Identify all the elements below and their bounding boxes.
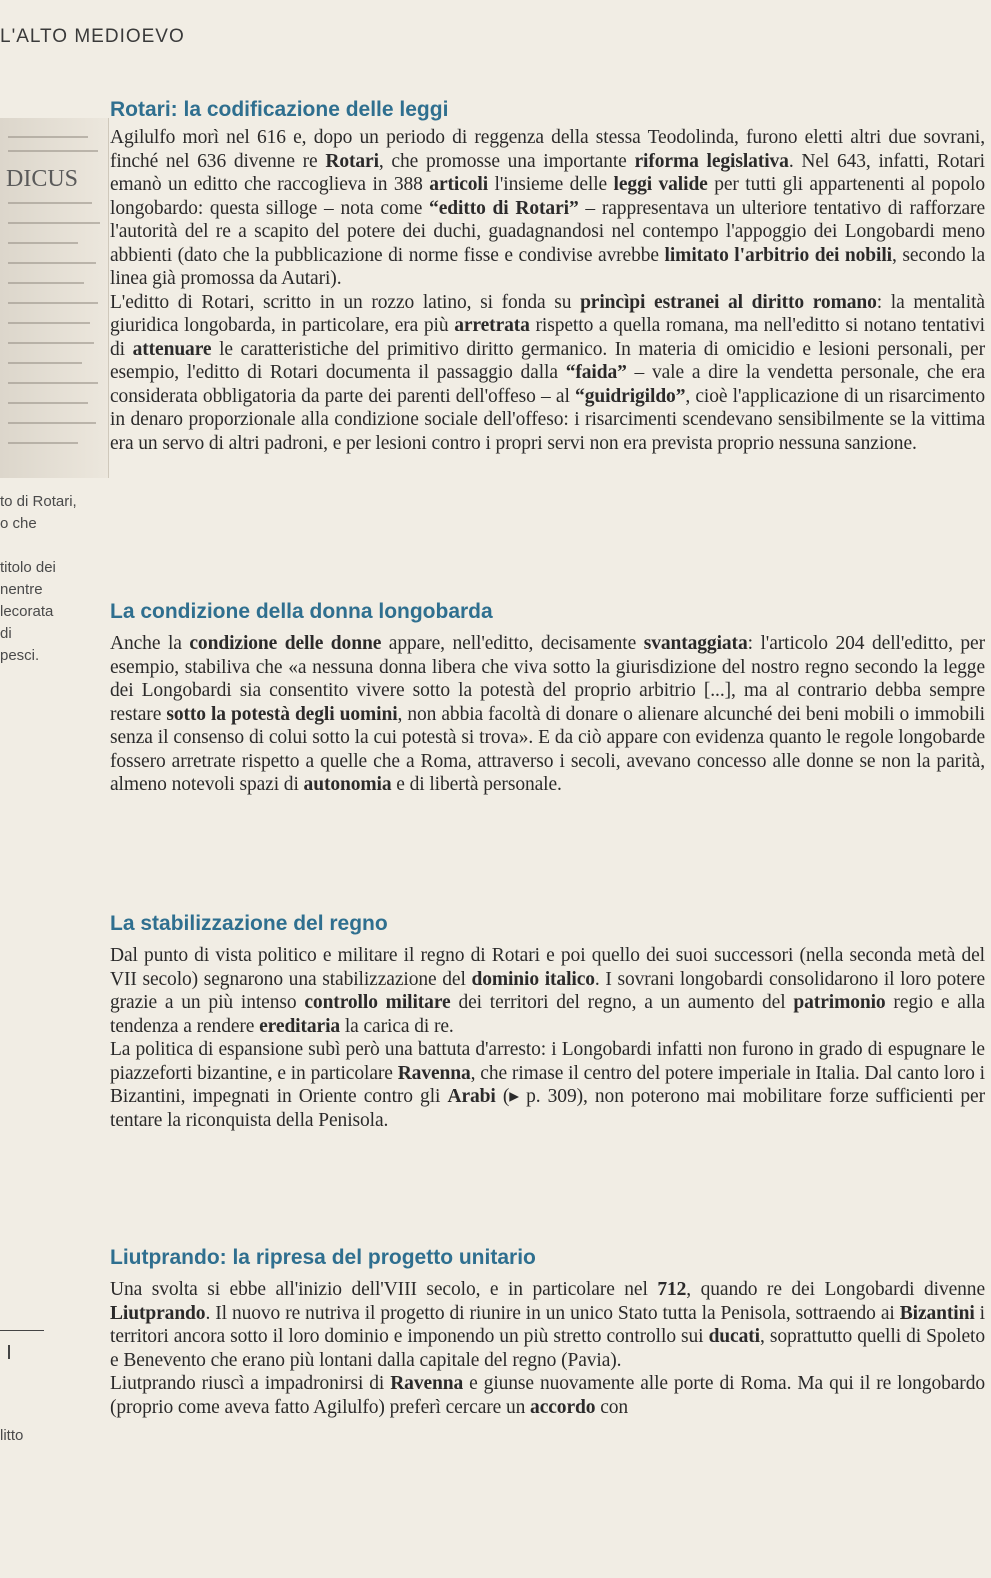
section-heading: La condizione della donna longobarda (110, 600, 493, 623)
margin-note: o che (0, 515, 37, 532)
section-liutprando (110, 1246, 985, 1419)
margin-note: nentre (0, 581, 43, 598)
paragraph: Agilulfo morì nel 616 e, dopo un periodo di reggenza della stessa Teodolinda, furono eletti altri due sovrani, finché nel 636 divenne re Rotari, che promosse una importante riforma legislativa. Nel 643, infatti, Rotari emanò un editto che raccoglieva in 388 articoli l'insieme delle leggi valide per tutti gli appartenenti al popolo longobardo: questa silloge – nota come “editto di Rotari” – rappresentava un ulteriore tentativo di rafforzare l'autorità del re a scapito del potere dei duchi, guadagnandosi nel contempo l'appoggio dei Longobardi meno abbienti (dato che la pubblicazione di norme fisse e condivise avrebbe limitato l'arbitrio dei nobili, secondo la linea già promossa da Autari). (110, 127, 985, 289)
section-heading: Liutprando: la ripresa del progetto unitario (110, 1246, 536, 1269)
section-heading: La stabilizzazione del regno (110, 912, 388, 935)
divider (8, 1345, 10, 1359)
sidebar-thumbnail-image (0, 118, 109, 478)
running-header: L'ALTO MEDIOEVO (0, 26, 185, 47)
paragraph: Dal punto di vista politico e militare il regno di Rotari e poi quello dei suoi successori (nella seconda metà del VII secolo) segnarono una stabilizzazione del dominio italico. I sovrani longobardi consolidarono il loro potere grazie a un più intenso controllo militare dei territori del regno, a un aumento del patrimonio regio e alla tendenza a rendere ereditaria la carica di re. (110, 945, 986, 1037)
section-donna (110, 600, 985, 797)
margin-note: litto (0, 1427, 24, 1444)
margin-note: to di Rotari, (0, 493, 77, 510)
paragraph: L'editto di Rotari, scritto in un rozzo latino, si fonda su princìpi estranei al diritto romano: la mentalità giuridica longobarda, in particolare, era più arretrata rispetto a quella romana, ma nell'editto si notano tentativi di attenuare le caratteristiche del primitivo diritto germanico. In materia di omicidio e lesioni personali, per esempio, l'editto di Rotari documenta il passaggio dalla “faida” – vale a dire la vendetta personale, che era considerata obbligatoria da parte dei parenti dell'offeso – al “guidrigildo”, cioè l'applicazione di un risarcimento in denaro proporzionale alla condizione sociale dell'offeso: i risarcimenti scendevano sensibilmente se la vittima era un servo di altri padroni, e per lesioni contro i propri servi non era prevista proprio nessuna sanzione. (110, 291, 986, 454)
margin-note: titolo dei (0, 559, 56, 576)
paragraph: Anche la condizione delle donne appare, nell'editto, decisamente svantaggiata: l'articolo 204 dell'editto, per esempio, stabiliva che «a nessuna donna libera che viva sotto la giurisdizione del nostro regno secondo la legge dei Longobardi sia consentito vivere sotto la potestà del proprio arbitrio [...], ma al contrario debba sempre restare sotto la potestà degli uomini, non abbia facoltà di donare o alienare alcunché dei beni mobili o immobili senza il consenso di colui sotto la cui potestà si trova». E da ciò appare con evidenza quanto le regole longobarde fossero arretrate rispetto a quelle che a Roma, attraverso i secoli, avevano concesso alle donne se non la parità, almeno notevoli spazi di autonomia e di libertà personale. (110, 633, 985, 795)
section-stabilizzazione (110, 912, 985, 1132)
margin-note: pesci. (0, 647, 40, 664)
margin-note: lecorata (0, 603, 54, 620)
paragraph: Una svolta si ebbe all'inizio dell'VIII secolo, e in particolare nel 712, quando re dei Longobardi divenne Liutprando. Il nuovo re nutriva il progetto di riunire in un unico Stato tutta la Penisola, sottraendo ai Bizantini i territori ancora sotto il loro dominio e imponendo un più stretto controllo sui ducati, soprattutto quelli di Spoleto e Benevento che erano più lontani dalla capitale del regno (Pavia). (110, 1279, 985, 1371)
divider (0, 1330, 44, 1331)
section-heading: Rotari: la codificazione delle leggi (110, 98, 449, 121)
thumbnail-word: DICUS (6, 166, 79, 192)
paragraph: Liutprando riuscì a impadronirsi di Ravenna e giunse nuovamente alle porte di Roma. Ma qui il re longobardo (proprio come aveva fatto Agilulfo) preferì cercare un accordo con (110, 1373, 986, 1418)
margin-note: di (0, 625, 12, 642)
paragraph: La politica di espansione subì però una battuta d'arresto: i Longobardi infatti non furono in grado di espugnare le piazzeforti bizantine, e in particolare Ravenna, che rimase il centro del potere imperiale in Italia. Dal canto loro i Bizantini, impegnati in Oriente contro gli Arabi (▸ p. 309), non poterono mai mobilitare forze sufficienti per tentare la riconquista della Penisola. (110, 1039, 985, 1131)
section-rotari (110, 98, 985, 455)
